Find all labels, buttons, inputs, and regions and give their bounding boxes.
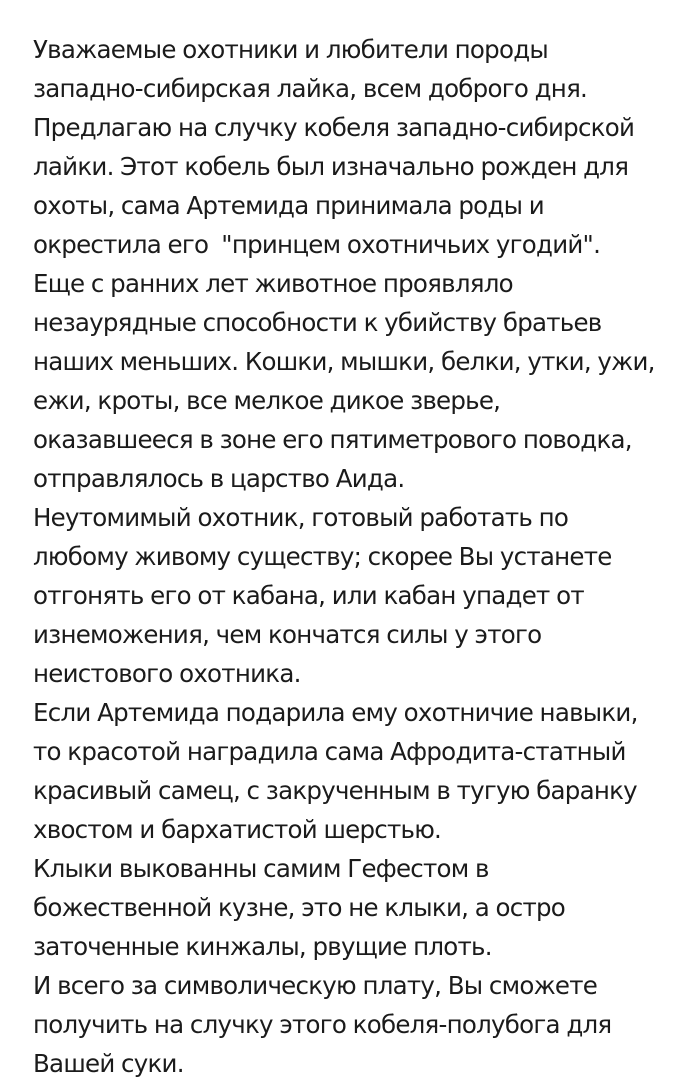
text-line: Клыки выкованны самим Гефестом в <box>33 854 489 883</box>
text-line: Если Артемида подарила ему охотничие навыки, <box>33 698 638 727</box>
post-body <box>33 30 680 1083</box>
text-line: охоты, сама Артемида принимала роды и <box>33 191 544 220</box>
text-line: И всего за символическую плату, Вы сможете <box>33 971 598 1000</box>
text-line: ежи, кроты, все мелкое дикое зверье, <box>33 386 501 415</box>
text-line: наших меньших. Кошки, мышки, белки, утки, ужи, <box>33 347 655 376</box>
text-line: западно-сибирская лайка, всем доброго дня. <box>33 74 588 103</box>
text-line: неистового охотника. <box>33 659 301 688</box>
text-line: Еще с ранних лет животное проявляло <box>33 269 513 298</box>
text-line: любому живому существу; скорее Вы устанете <box>33 542 612 571</box>
text-line: оказавшееся в зоне его пятиметрового поводка, <box>33 425 632 454</box>
text-line: красивый самец, с закрученным в тугую баранку <box>33 776 637 805</box>
text-line: Уважаемые охотники и любители породы <box>33 35 549 64</box>
text-line: Вашей суки. <box>33 1049 184 1078</box>
text-line: заточенные кинжалы, рвущие плоть. <box>33 932 492 961</box>
text-line: отгонять его от кабана, или кабан упадет от <box>33 581 584 610</box>
text-line: божественной кузне, это не клыки, а остро <box>33 893 566 922</box>
text-line: незаурядные способности к убийству братьев <box>33 308 602 337</box>
text-line: Предлагаю на случку кобеля западно-сибирской <box>33 113 635 142</box>
text-line: Неутомимый охотник, готовый работать по <box>33 503 569 532</box>
text-line: получить на случку этого кобеля-полубога для <box>33 1010 612 1039</box>
text-line: лайки. Этот кобель был изначально рожден для <box>33 152 629 181</box>
text-line: хвостом и бархатистой шерстью. <box>33 815 442 844</box>
text-line: отправлялось в царство Аида. <box>33 464 405 493</box>
text-line: изнеможения, чем кончатся силы у этого <box>33 620 542 649</box>
text-line: то красотой наградила сама Афродита-статный <box>33 737 626 766</box>
text-line: окрестила его "принцем охотничьих угодий". <box>33 230 601 259</box>
